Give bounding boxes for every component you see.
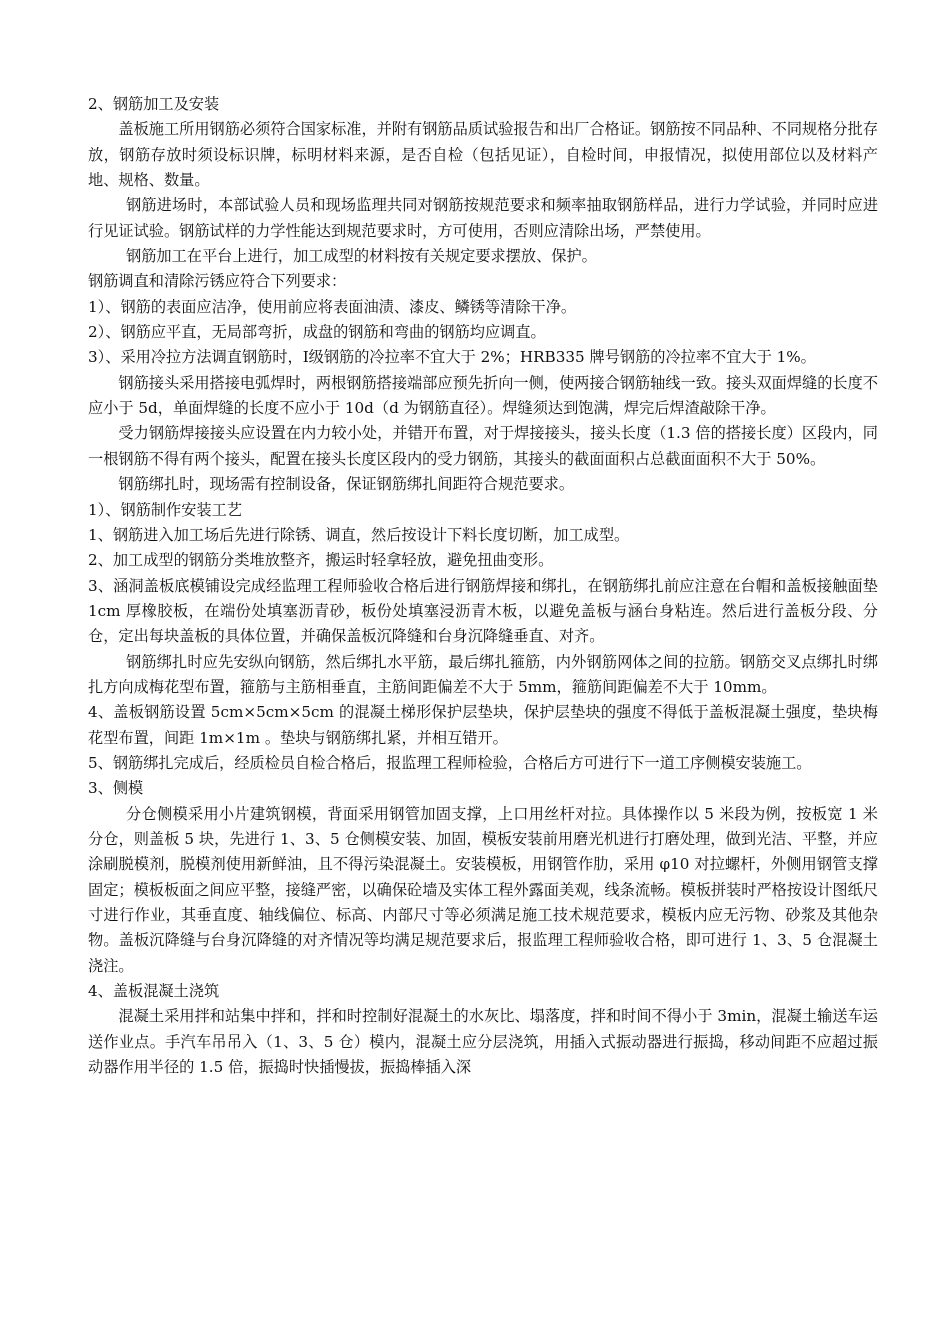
paragraph: 钢筋绑扎时应先安纵向钢筋，然后绑扎水平筋，最后绑扎箍筋，内外钢筋网体之间的拉筋。钢筋交叉点绑扎时绑扎方向成梅花型布置，箍筋与主筋相垂直，主筋间距偏差不大于 5mm，箍筋间距偏差不大于 10mm。 [88, 652, 878, 696]
subsection-heading: 1）、钢筋制作安装工艺 [88, 500, 242, 519]
paragraph: 混凝土采用拌和站集中拌和，拌和时控制好混凝土的水灰比、塌落度，拌和时间不得小于 3min，混凝土输送车运送作业点。手汽车吊吊入（1、3、5 仓）模内，混凝土应分层浇筑，用插入式振动器进行振捣，移动间距不应超过振动器作用半径的 1.5 倍，振捣时快插慢拔，振捣棒插入深 [88, 1007, 878, 1077]
section-heading-concrete-pouring: 4、盖板混凝土浇筑 [88, 982, 220, 1001]
paragraph: 钢筋调直和清除污锈应符合下列要求： [88, 272, 347, 291]
section-heading-side-formwork: 3、侧模 [88, 779, 144, 798]
list-item: 3）、采用冷拉方法调直钢筋时，Ⅰ级钢筋的冷拉率不宜大于 2%；HRB335 牌号钢筋的冷拉率不宜大于 1%。 [88, 348, 816, 367]
list-item: 3、涵洞盖板底模铺设完成经监理工程师验收合格后进行钢筋焊接和绑扎，在钢筋绑扎前应注意在台帽和盖板接触面垫 1cm 厚橡胶板，在端份处填塞沥青砂，板份处填塞浸沥青木板，以避免盖板与涵台身粘连。然后进行盖板分段、分仓，定出每块盖板的具体位置，并确保盖板沉降缝和台身沉降缝垂直、对齐。 [88, 576, 878, 646]
document-body [88, 92, 878, 1080]
section-heading-rebar: 2、钢筋加工及安装 [88, 95, 220, 113]
paragraph: 钢筋绑扎时，现场需有控制设备，保证钢筋绑扎间距符合规范要求。 [118, 475, 575, 494]
list-item: 1）、钢筋的表面应洁净，使用前应将表面油渍、漆皮、鳞锈等清除干净。 [88, 297, 577, 316]
list-item: 5、钢筋绑扎完成后，经质检员自检合格后，报监理工程师检验，合格后方可进行下一道工序侧模安装施工。 [88, 753, 812, 772]
paragraph: 受力钢筋焊接接头应设置在内力较小处，并错开布置，对于焊接接头，接头长度（1.3 倍的搭接长度）区段内，同一根钢筋不得有两个接头，配置在接头长度区段内的受力钢筋，其接头的截面面积占总截面面积不大于 50%。 [88, 424, 878, 468]
paragraph: 钢筋加工在平台上进行，加工成型的材料按有关规定要求摆放、保护。 [126, 247, 597, 266]
list-item: 2）、钢筋应平直，无局部弯折，成盘的钢筋和弯曲的钢筋均应调直。 [88, 323, 546, 342]
paragraph: 钢筋接头采用搭接电弧焊时，两根钢筋搭接端部应预先折向一侧，使两接合钢筋轴线一致。接头双面焊缝的长度不应小于 5d，单面焊缝的长度不应小于 10d（d 为钢筋直径）。焊缝须达到饱满，焊完后焊渣敲除干净。 [88, 373, 878, 418]
list-item: 1、钢筋进入加工场后先进行除锈、调直，然后按设计下料长度切断，加工成型。 [88, 525, 630, 544]
paragraph: 分仓侧模采用小片建筑钢模，背面采用钢管加固支撑，上口用丝杆对拉。具体操作以 5 米段为例，按板宽 1 米分仓，则盖板 5 块，先进行 1、3、5 仓侧模安装、加固，模板安装前用磨光机进行打磨处理，做到光洁、平整，并应涂刷脱模剂，脱模剂使用新鲜油，且不得污染混凝土。安装模板，用钢管作肋，采用 φ10 对拉螺杆，外侧用钢管支撑固定；模板板面之间应平整，接缝严密，以确保砼墙及实体工程外露面美观，线条流畅。模板拼装时严格按设计图纸尺寸进行作业，其垂直度、轴线偏位、标高、内部尺寸等必须满足施工技术规范要求，模板内应无污物、砂浆及其他杂物。盖板沉降缝与台身沉降缝的对齐情况等均满足规范要求后，报监理工程师验收合格，即可进行 1、3、5 仓混凝土浇注。 [88, 804, 878, 975]
paragraph: 盖板施工所用钢筋必须符合国家标准，并附有钢筋品质试验报告和出厂合格证。钢筋按不同品种、不同规格分批存放，钢筋存放时须设标识牌，标明材料来源，是否自检（包括见证），自检时间，申报情况，拟使用部位以及材料产地、规格、数量。 [88, 120, 878, 190]
list-item: 4、盖板钢筋设置 5cm×5cm×5cm 的混凝土梯形保护层垫块，保护层垫块的强度不得低于盖板混凝土强度，垫块梅花型布置，间距 1m×1m 。垫块与钢筋绑扎紧，并相互错开。 [88, 703, 878, 747]
list-item: 2、加工成型的钢筋分类堆放整齐，搬运时轻拿轻放，避免扭曲变形。 [88, 551, 554, 570]
paragraph: 钢筋进场时，本部试验人员和现场监理共同对钢筋按规范要求和频率抽取钢筋样品，进行力学试验，并同时应进行见证试验。钢筋试样的力学性能达到规范要求时，方可使用，否则应清除出场，严禁使用。 [88, 196, 878, 240]
